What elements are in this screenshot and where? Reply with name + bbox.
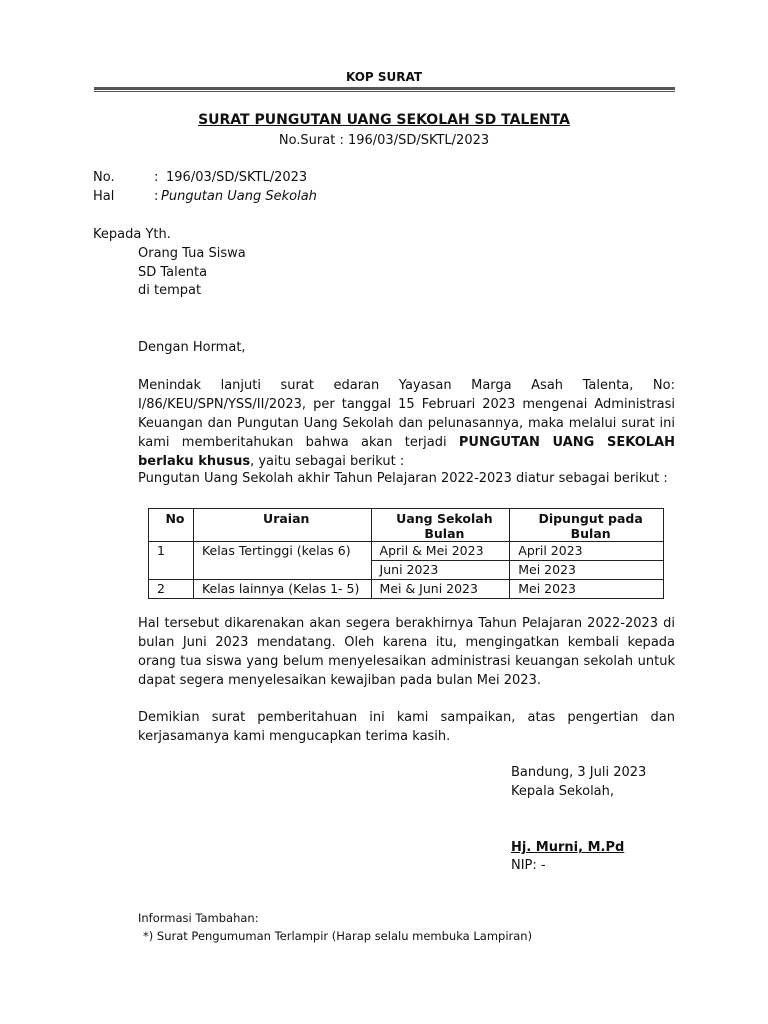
signature-name: Hj. Murni, M.Pd [511,840,625,855]
header-uang-sekolah-bulan: Uang Sekolah Bulan [371,509,510,542]
no-colon: : [154,170,159,185]
recipient-line-1: Orang Tua Siswa [138,246,246,261]
recipient-kepada: Kepada Yth. [93,227,171,242]
greeting: Dengan Hormat, [138,340,246,355]
paragraph-1 [138,376,675,471]
cell-bulan: Mei & Juni 2023 [371,580,510,599]
no-value: 196/03/SD/SKTL/2023 [166,170,308,185]
cell-uraian: Kelas lainnya (Kelas 1- 5) [193,580,371,599]
header-uraian: Uraian [193,509,371,542]
fee-table [148,508,664,599]
no-label: No. [93,170,115,185]
letterhead-label: KOP SURAT [345,70,423,84]
header-no: No [149,509,194,542]
recipient-line-2: SD Talenta [138,265,208,280]
paragraph-2: Hal tersebut dikarenakan akan segera berakhirnya Tahun Pelajaran 2022-2023 di bulan Juni 2023 mendatang. Oleh karena itu, mengingatkan kembali kepada orang tua siswa yang belum menyelesaikan administrasi keuangan sekolah untuk dapat segera menyelesaikan kewajiban pada bulan Mei 2023. [138,616,675,688]
table-row [149,580,664,599]
letter-title: SURAT PUNGUTAN UANG SEKOLAH SD TALENTA [198,112,570,128]
signature-nip: NIP: - [511,858,546,873]
hal-label: Hal [93,189,115,204]
cell-bulan: Juni 2023 [371,561,510,580]
cell-bulan: April & Mei 2023 [371,542,510,561]
table-row [149,542,664,561]
hal-value: Pungutan Uang Sekolah [161,189,317,204]
signature-position: Kepala Sekolah, [511,784,615,799]
cell-dipungut: Mei 2023 [510,580,664,599]
info-title: Informasi Tambahan: [138,911,259,925]
cell-dipungut: April 2023 [510,542,664,561]
recipient-line-3: di tempat [138,283,202,298]
table-intro: Pungutan Uang Sekolah akhir Tahun Pelajaran 2022-2023 diatur sebagai berikut : [138,471,668,486]
paragraph-3: Demikian surat pemberitahuan ini kami sampaikan, atas pengertian dan kerjasamanya kami mengucapkan terima kasih. [138,710,675,744]
cell-no: 1 [149,542,194,580]
signature-place-date: Bandung, 3 Juli 2023 [511,765,647,780]
info-note: *) Surat Pengumuman Terlampir (Harap selalu membuka Lampiran) [143,929,533,943]
cell-dipungut: Mei 2023 [510,561,664,580]
cell-uraian: Kelas Tertinggi (kelas 6) [193,542,371,580]
table-header-row [149,509,664,542]
header-dipungut-pada-bulan: Dipungut pada Bulan [510,509,664,542]
hal-colon: : [154,189,159,204]
letterhead-divider [94,87,675,92]
paragraph-1-text: Menindak lanjuti surat edaran Yayasan Marga Asah Talenta, No: I/86/KEU/SPN/YSS/II/2023, per tanggal 15 Februari 2023 mengenai Administrasi Keuangan dan Pungutan Uang Sekolah dan pelunasannya, maka melalui surat ini kami memberitahukan bahwa akan terjadi [138,378,675,450]
paragraph-1-tail: , yaitu sebagai berikut : [250,454,405,469]
cell-no: 2 [149,580,194,599]
letter-number: No.Surat : 196/03/SD/SKTL/2023 [278,133,490,148]
paragraph-1-bold: PUNGUTAN UANG SEKOLAH berlaku khusus [138,435,676,469]
